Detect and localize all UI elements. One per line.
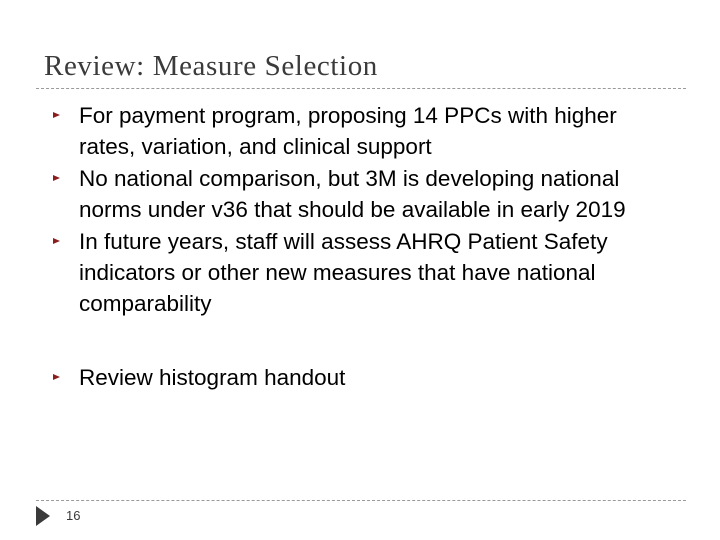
bullet-text-line: For payment program, proposing 14 PPCs with higher	[79, 103, 617, 128]
bullet-text-line: comparability	[79, 291, 212, 316]
bullet-text-line: In future years, staff will assess AHRQ Patient Safety	[79, 229, 608, 254]
bullet-item	[79, 163, 699, 225]
bullet-text-line: Review histogram handout	[79, 365, 346, 390]
bullet-arrow-icon	[53, 112, 60, 118]
slide-title: Review: Measure Selection	[44, 50, 378, 82]
bullet-text-line: rates, variation, and clinical support	[79, 134, 432, 159]
bullet-arrow-icon	[53, 238, 60, 244]
bullet-arrow-icon	[53, 374, 60, 380]
page-number: 16	[66, 508, 81, 523]
bullet-item	[79, 362, 699, 393]
bullet-arrow-icon	[53, 175, 60, 181]
footer-divider	[36, 500, 686, 501]
footer-arrow-icon	[36, 506, 50, 526]
bullet-text-line: indicators or other new measures that have national	[79, 260, 596, 285]
bullet-text-line: No national comparison, but 3M is developing national	[79, 166, 620, 191]
bullet-item	[79, 100, 699, 162]
bullet-text-line: norms under v36 that should be available in early 2019	[79, 197, 626, 222]
bullet-item	[79, 226, 699, 319]
